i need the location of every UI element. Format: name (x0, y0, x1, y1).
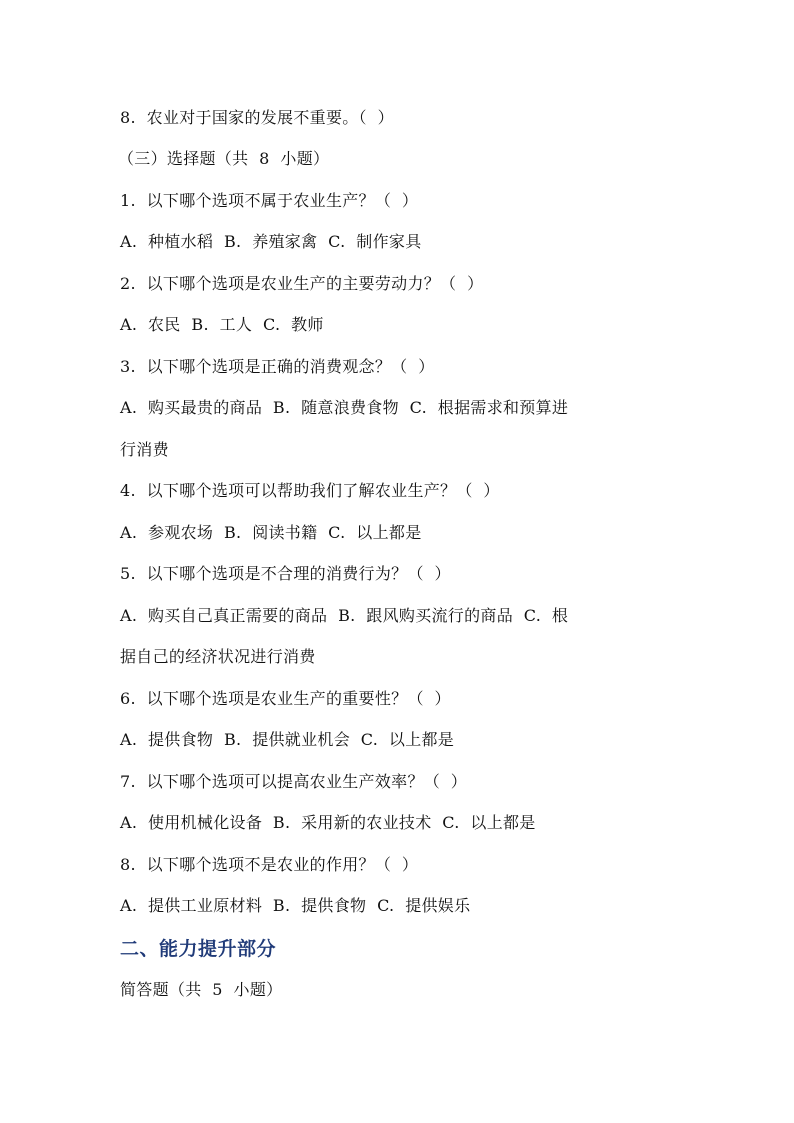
section-heading: 二、能力提升部分 (120, 938, 277, 960)
short-answer-title: 简答题（共 5 小题） (120, 980, 283, 999)
mc-options-2: A. 农民 B. 工人 C. 教师 (120, 315, 324, 334)
mc-question-5: 5. 以下哪个选项是不合理的消费行为？（ ） (120, 564, 451, 583)
mc-question-4: 4. 以下哪个选项可以帮助我们了解农业生产？（ ） (120, 481, 500, 500)
mc-options-8: A. 提供工业原材料 B. 提供食物 C. 提供娱乐 (120, 896, 471, 915)
mc-options-5-cont: 据自己的经济状况进行消费 (120, 647, 316, 666)
mc-options-4: A. 参观农场 B. 阅读书籍 C. 以上都是 (120, 523, 422, 542)
tf-question-8: 8. 农业对于国家的发展不重要。（ ） (120, 108, 394, 127)
mc-question-8: 8. 以下哪个选项不是农业的作用？（ ） (120, 855, 419, 874)
mc-options-1: A. 种植水稻 B. 养殖家禽 C. 制作家具 (120, 232, 422, 251)
mc-question-7: 7. 以下哪个选项可以提高农业生产效率？（ ） (120, 772, 468, 791)
mc-section-title: （三）选择题（共 8 小题） (118, 149, 330, 168)
mc-question-3: 3. 以下哪个选项是正确的消费观念？（ ） (120, 357, 435, 376)
mc-question-6: 6. 以下哪个选项是农业生产的重要性？（ ） (120, 689, 451, 708)
mc-options-3: A. 购买最贵的商品 B. 随意浪费食物 C. 根据需求和预算进 (120, 398, 569, 417)
mc-options-6: A. 提供食物 B. 提供就业机会 C. 以上都是 (120, 730, 455, 749)
mc-question-1: 1. 以下哪个选项不属于农业生产？（ ） (120, 191, 419, 210)
mc-options-5: A. 购买自己真正需要的商品 B. 跟风购买流行的商品 C. 根 (120, 606, 569, 625)
mc-options-3-cont: 行消费 (120, 440, 169, 459)
mc-options-7: A. 使用机械化设备 B. 采用新的农业技术 C. 以上都是 (120, 813, 536, 832)
mc-question-2: 2. 以下哪个选项是农业生产的主要劳动力？（ ） (120, 274, 484, 293)
